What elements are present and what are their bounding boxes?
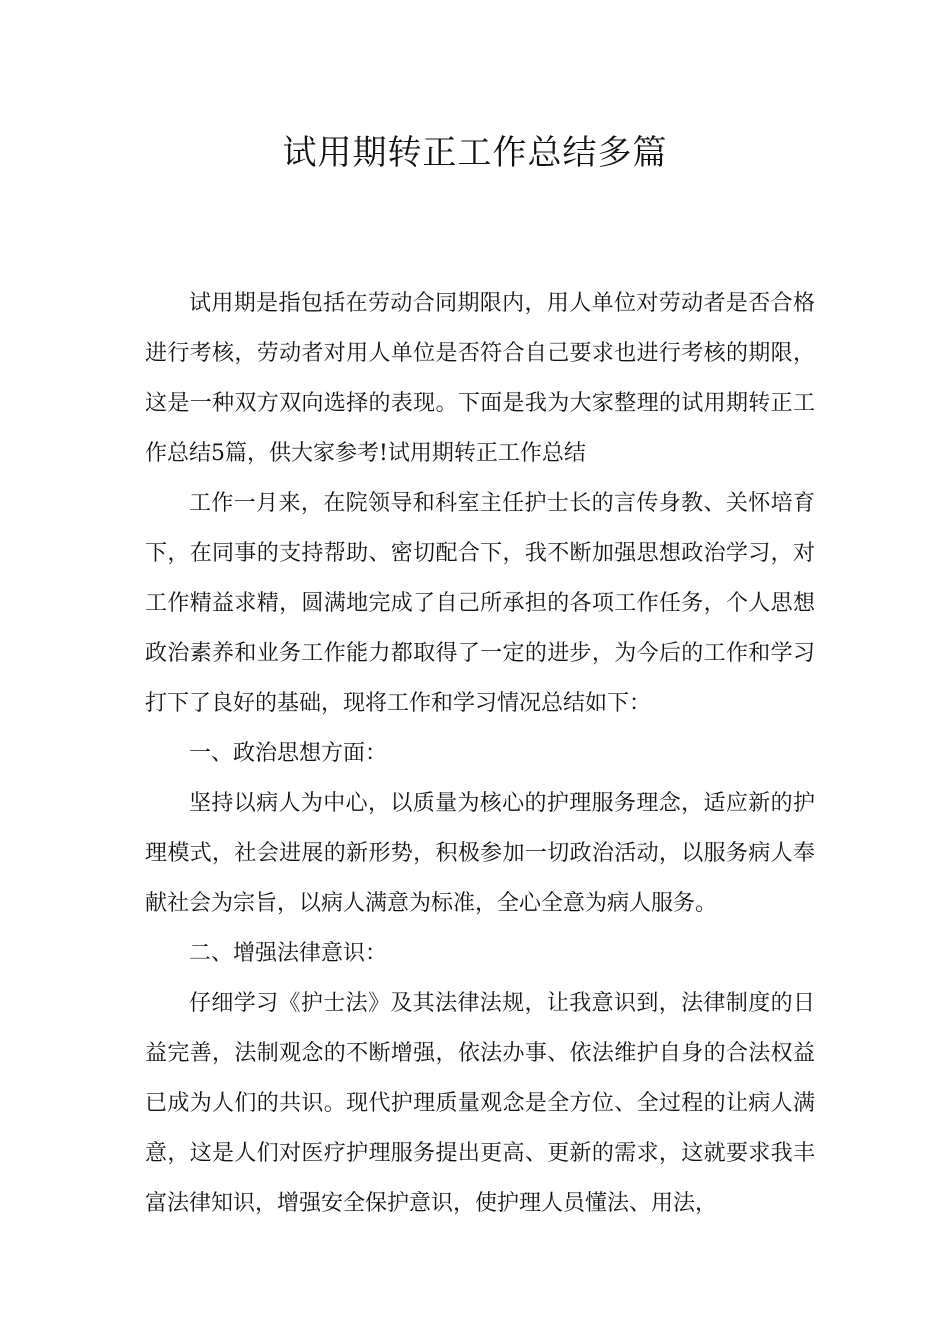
- section-heading-legal: 二、增强法律意识：: [189, 941, 388, 966]
- political-paragraph: 坚持以病人为中心，以质量为核心的护理服务理念，适应新的护理模式，社会进展的新形势，积极参加一切政治活动，以服务病人奉献社会为宗旨，以病人满意为标准，全心全意为病人服务。: [145, 791, 815, 916]
- document-title: 试用期转正工作总结多篇: [282, 133, 668, 173]
- document-body: [145, 279, 815, 1229]
- work-summary-paragraph: 工作一月来，在院领导和科室主任护士长的言传身教、关怀培育下，在同事的支持帮助、密切配合下，我不断加强思想政治学习，对工作精益求精，圆满地完成了自己所承担的各项工作任务，个人思想政治素养和业务工作能力都取得了一定的进步，为今后的工作和学习打下了良好的基础，现将工作和学习情况总结如下：: [145, 491, 815, 716]
- legal-paragraph: 仔细学习《护士法》及其法律法规，让我意识到，法律制度的日益完善，法制观念的不断增强，依法办事、依法维护自身的合法权益已成为人们的共识。现代护理质量观念是全方位、全过程的让病人满意，这是人们对医疗护理服务提出更高、更新的需求，这就要求我丰富法律知识，增强安全保护意识，使护理人员懂法、用法，: [145, 991, 815, 1216]
- section-heading-political: 一、政治思想方面：: [189, 741, 388, 766]
- intro-paragraph: 试用期是指包括在劳动合同期限内，用人单位对劳动者是否合格进行考核，劳动者对用人单位是否符合自己要求也进行考核的期限，这是一种双方双向选择的表现。下面是我为大家整理的试用期转正工作总结5篇，供大家参考!试用期转正工作总结: [145, 291, 815, 466]
